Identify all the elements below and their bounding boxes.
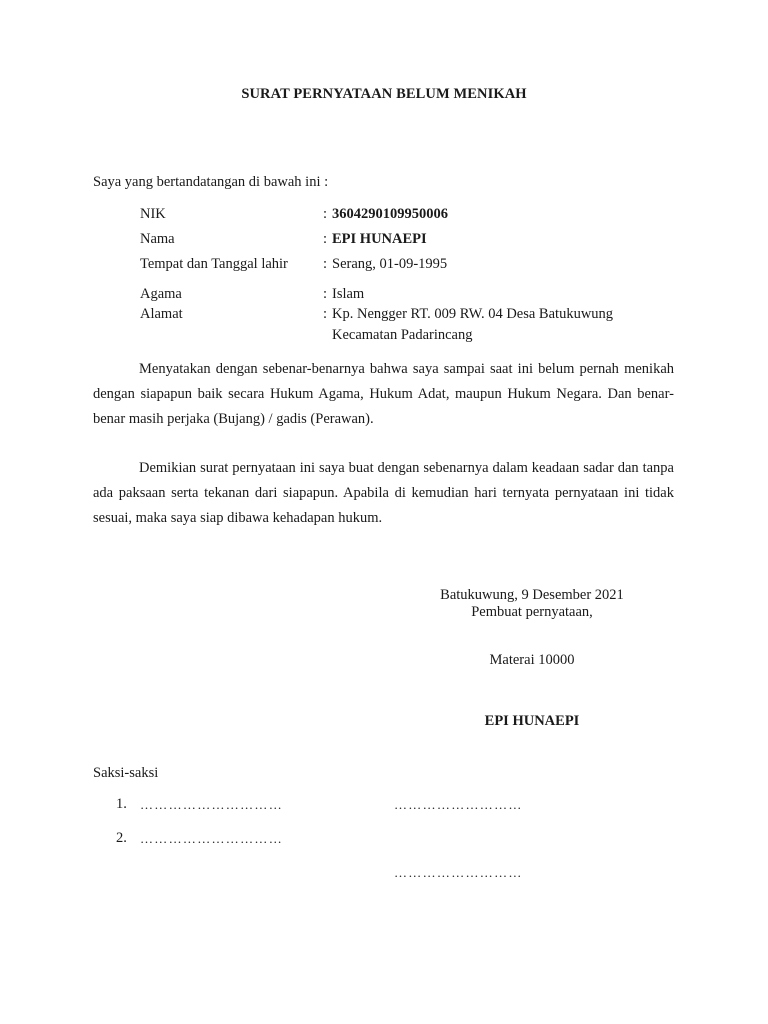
witness-number: 2. — [116, 830, 127, 846]
witness-signature-line: ……………………… — [394, 797, 523, 812]
witness-name-line: ………………………… — [140, 797, 283, 812]
field-value-agama: Islam — [332, 286, 365, 302]
witness-signature-line: ……………………… — [394, 865, 523, 880]
signature-place-date: Batukuwung, 9 Desember 2021 — [440, 587, 624, 603]
intro-text: Saya yang bertandatangan di bawah ini : — [93, 174, 329, 190]
field-separator: : — [323, 286, 328, 302]
statement-paragraph: Menyatakan dengan sebenar-benarnya bahwa saya sampai saat ini belum pernah menikah dengan siapapun baik secara Hukum Agama, Hukum Adat, maupun Hukum Negara. Dan benar-benar masih perjaka (Bujang) / gadis (Perawan). — [93, 361, 674, 427]
field-value-nama: EPI HUNAEPI — [332, 231, 427, 247]
witness-name-line: ………………………… — [140, 831, 283, 846]
field-separator: : — [323, 256, 328, 272]
field-label-alamat: Alamat — [140, 306, 183, 322]
field-value-alamat: Kp. Nengger RT. 009 RW. 04 Desa Batukuwung — [332, 306, 614, 322]
field-value-ttl: Serang, 01-09-1995 — [332, 256, 448, 272]
field-label-nama: Nama — [140, 231, 175, 247]
field-separator: : — [323, 206, 328, 222]
closing-paragraph: Demikian surat pernyataan ini saya buat dengan sebenarnya dalam keadaan sadar dan tanpa ada paksaan serta tekanan dari siapapun. Apabila di kemudian hari ternyata pernyataan ini tidak sesuai, maka saya siap dibawa kehadapan hukum. — [93, 460, 674, 526]
witness-number: 1. — [116, 796, 127, 812]
field-value-nik: 3604290109950006 — [332, 206, 448, 222]
field-value-alamat-line2: Kecamatan Padarincang — [332, 327, 473, 343]
field-label-agama: Agama — [140, 286, 182, 302]
document-title: SURAT PERNYATAAN BELUM MENIKAH — [241, 86, 527, 102]
signature-role: Pembuat pernyataan, — [471, 604, 593, 620]
field-label-ttl: Tempat dan Tanggal lahir — [140, 256, 288, 272]
signatory-name: EPI HUNAEPI — [484, 713, 580, 729]
field-separator: : — [323, 306, 328, 322]
field-label-nik: NIK — [140, 206, 166, 222]
stamp-label: Materai 10000 — [489, 652, 575, 668]
field-separator: : — [323, 231, 328, 247]
witnesses-heading: Saksi-saksi — [93, 765, 159, 781]
